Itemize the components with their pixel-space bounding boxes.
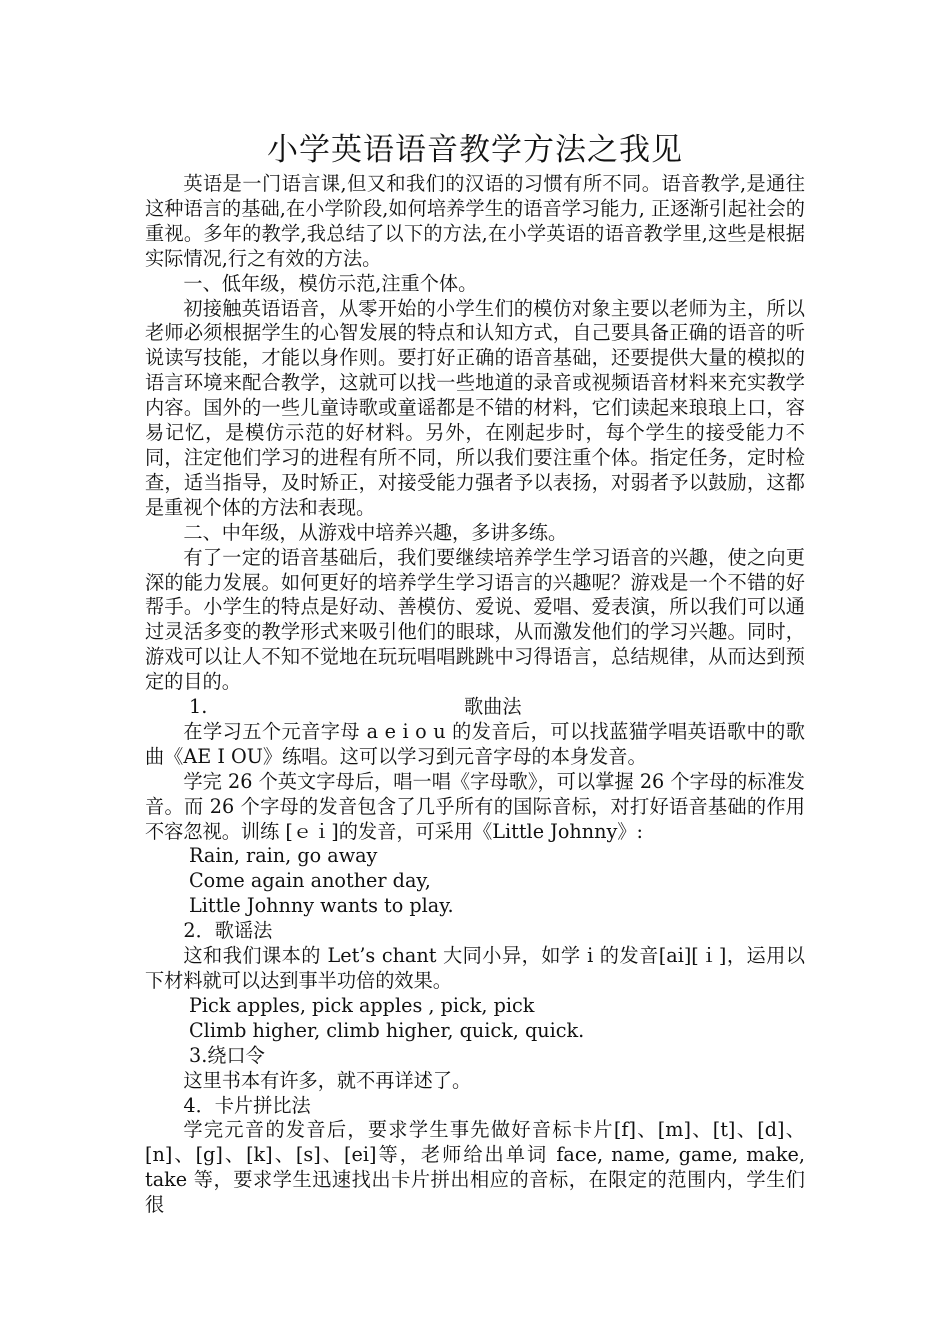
verse-line: Climb higher, climb higher, quick, quick. [189,1018,585,1042]
body-paragraph: 学完 26 个英文字母后，唱一唱《字母歌》，可以掌握 26 个字母的标准发音。而 26 个字母的发音包含了几乎所有的国际音标，对打好语音基础的作用不容忽视。训练 [ｅｉ]的发音，可采用《Little Johnny》: [145,769,805,843]
verse-line: Little Johnny wants to play. [189,894,454,918]
body-paragraph: 有了一定的语音基础后，我们要继续培养学生学习语音的兴趣，使之向更深的能力发展。如何更好的培养学生学习语言的兴趣呢？游戏是一个不错的好帮手。小学生的特点是好动、善模仿、爱说、爱唱、爱表演，所以我们可以通过灵活多变的教学形式来吸引他们的眼球，从而激发他们的学习兴趣。同时，游戏可以让人不知不觉地在玩玩唱唱跳跳中习得语言，总结规律，从而达到预定的目的。 [145,545,805,694]
body-paragraph: 这里书本有许多，就不再详述了。 [183,1068,472,1092]
list-item-song-method [145,695,805,720]
list-item-chant-method: 2．歌谣法 [183,919,273,943]
list-label: 歌曲法 [464,695,522,719]
section-heading-2: 二、中年级，从游戏中培养兴趣，多讲多练。 [183,520,568,544]
section-heading-1: 一、低年级，模仿示范,注重个体。 [183,271,478,295]
document-page [145,128,805,1218]
body-paragraph: 这和我们课本的 Let’s chant 大同小异，如学 i 的发音[ai][ｉ]，运用以下材料就可以达到事半功倍的效果。 [145,944,805,992]
verse-line: Pick apples, pick apples , pick, pick [189,993,535,1017]
body-paragraph: 初接触英语语音，从零开始的小学生们的模仿对象主要以老师为主，所以老师必须根据学生的心智发展的特点和认知方式，自己要具备正确的语音的听说读写技能，才能以身作则。要打好正确的语音基础，还要提供大量的模拟的语言环境来配合教学，这就可以找一些地道的录音或视频语音材料来充实教学内容。国外的一些儿童诗歌或童谣都是不错的材料，它们读起来琅琅上口，容易记忆，是模仿示范的好材料。另外，在刚起步时，每个学生的接受能力不同，注定他们学习的进程有所不同，所以我们要注重个体。指定任务，定时检查，适当指导，及时矫正，对接受能力强者予以表扬，对弱者予以鼓励，这都是重视个体的方法和表现。 [145,296,805,519]
document-title: 小学英语语音教学方法之我见 [267,132,683,168]
list-number: 1. [189,695,208,719]
body-paragraph: 学完元音的发音后，要求学生事先做好音标卡片[f]、[m]、[t]、[d]、[n]、[g]、[k]、[s]、[ei]等，老师给出单词 face, name, game, make, take 等，要求学生迅速找出卡片拼出相应的音标，在限定的范围内，学生们很 [145,1118,805,1217]
verse-line: Rain, rain, go away [189,844,378,868]
intro-paragraph: 英语是一门语言课,但又和我们的汉语的习惯有所不同。语音教学,是通往这种语言的基础,在小学阶段,如何培养学生的语音学习能力, 正逐渐引起社会的重视。多年的教学,我总结了以下的方法,在小学英语的语音教学里,这些是根据实际情况,行之有效的方法。 [145,172,805,270]
body-paragraph: 在学习五个元音字母 a e i o u 的发音后，可以找蓝猫学唱英语歌中的歌曲《AE I OU》练唱。这可以学习到元音字母的本身发音。 [145,719,805,768]
list-item-card-method: 4．卡片拼比法 [183,1093,311,1117]
verse-line: Come again another day, [189,869,431,893]
list-item-tongue-twister: 3.绕口令 [189,1043,265,1067]
